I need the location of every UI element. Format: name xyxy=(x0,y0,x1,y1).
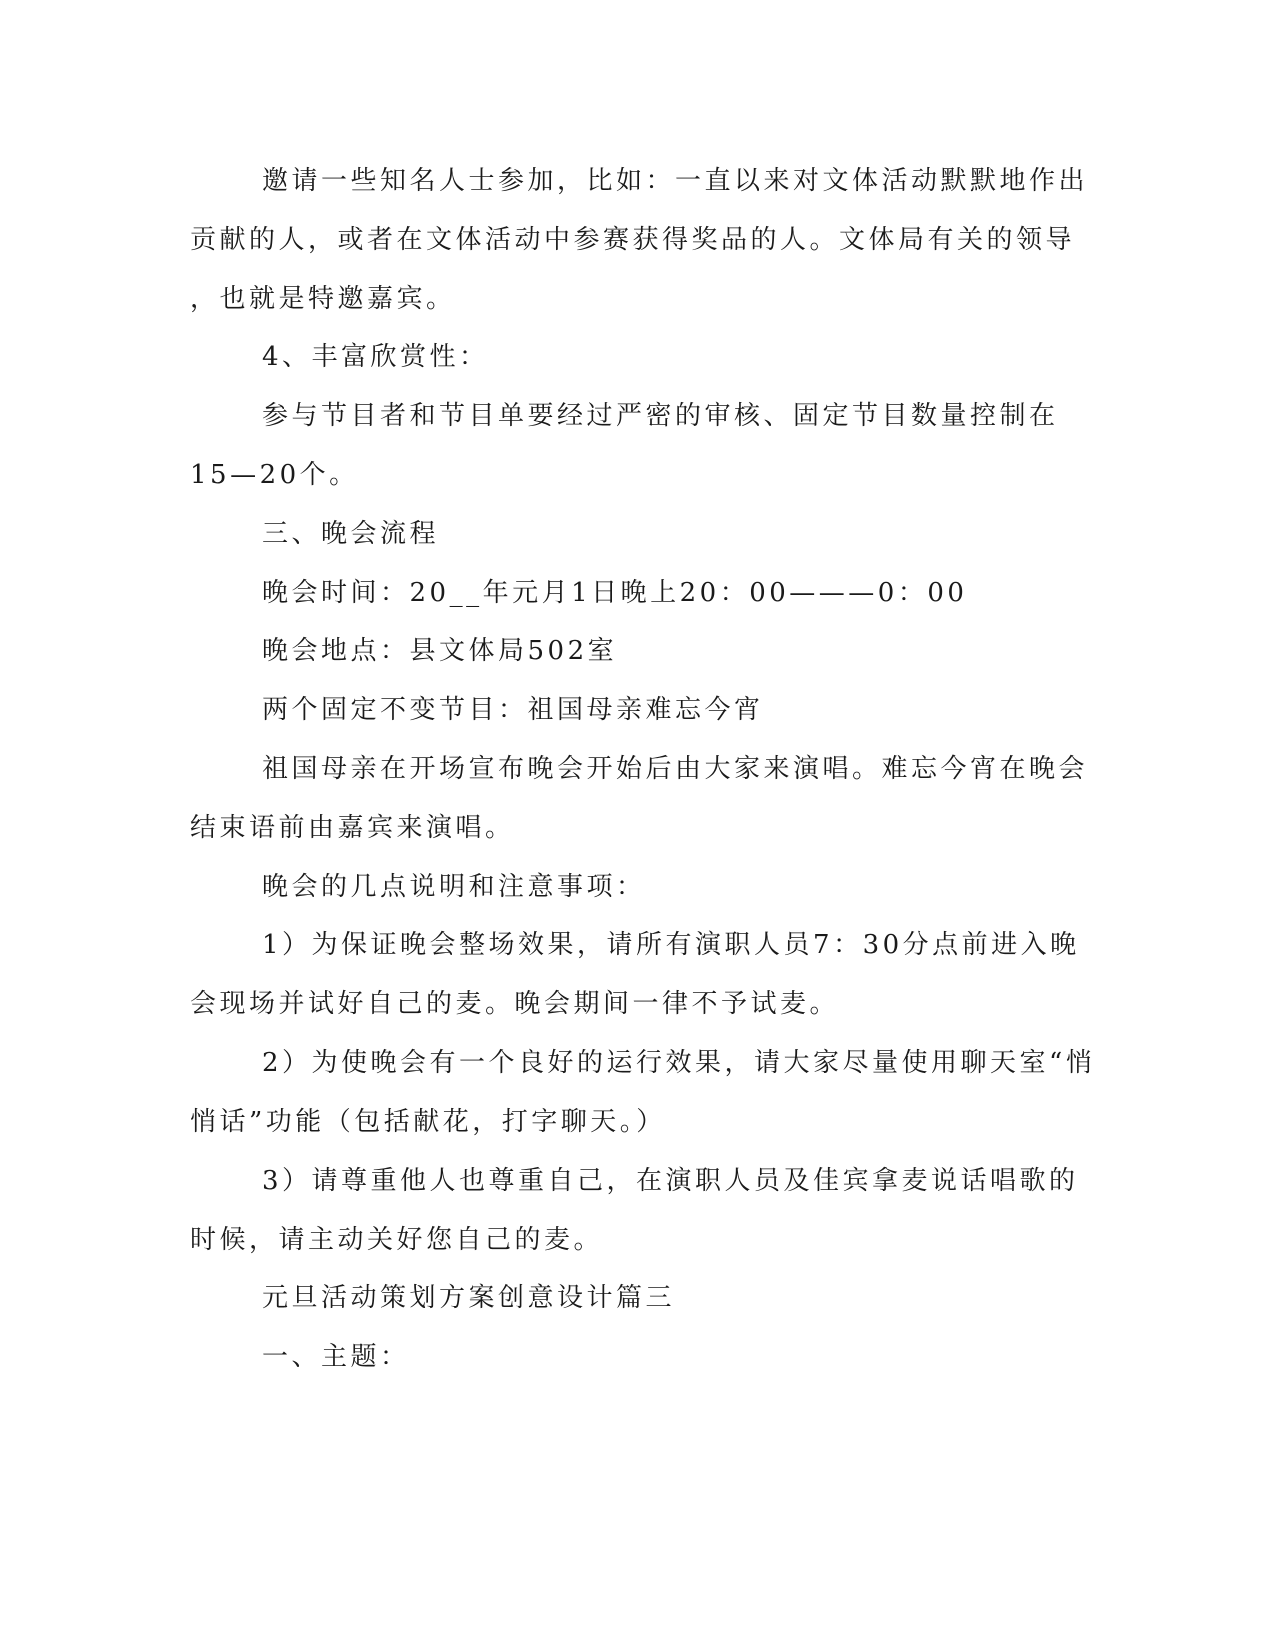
text-line: 3）请尊重他人也尊重自己，在演职人员及佳宾拿麦说话唱歌的 xyxy=(262,1166,1079,1196)
text-line: 贡献的人，或者在文体活动中参赛获得奖品的人。文体局有关的领导 xyxy=(190,225,1076,255)
text-line: 晚会地点：县文体局502室 xyxy=(262,636,618,666)
text-line: ，也就是特邀嘉宾。 xyxy=(190,284,456,314)
text-line: 祖国母亲在开场宣布晚会开始后由大家来演唱。难忘今宵在晚会 xyxy=(262,754,1089,784)
section-heading: 4、丰富欣赏性： xyxy=(262,342,489,372)
text-line: 邀请一些知名人士参加，比如：一直以来对文体活动默默地作出 xyxy=(262,166,1089,196)
section-heading: 三、晚会流程 xyxy=(262,519,440,549)
text-line: 会现场并试好自己的麦。晚会期间一律不予试麦。 xyxy=(190,989,840,1019)
text-line: 晚会时间：20__年元月1日晚上20：00———0：00 xyxy=(262,578,968,608)
text-line: 15—20个。 xyxy=(190,460,359,490)
text-line: 悄话”功能（包括献花，打字聊天。） xyxy=(190,1107,666,1137)
text-line: 两个固定不变节目：祖国母亲难忘今宵 xyxy=(262,695,764,725)
text-line: 1）为保证晚会整场效果，请所有演职人员7：30分点前进入晚 xyxy=(262,930,1080,960)
text-line: 2）为使晚会有一个良好的运行效果，请大家尽量使用聊天室“悄 xyxy=(262,1048,1096,1078)
section-heading: 元旦活动策划方案创意设计篇三 xyxy=(262,1283,676,1313)
section-heading: 一、主题： xyxy=(262,1342,410,1372)
text-line: 结束语前由嘉宾来演唱。 xyxy=(190,813,515,843)
text-line: 时候，请主动关好您自己的麦。 xyxy=(190,1225,604,1255)
text-line: 参与节目者和节目单要经过严密的审核、固定节目数量控制在 xyxy=(262,401,1059,431)
text-line: 晚会的几点说明和注意事项： xyxy=(262,872,646,902)
